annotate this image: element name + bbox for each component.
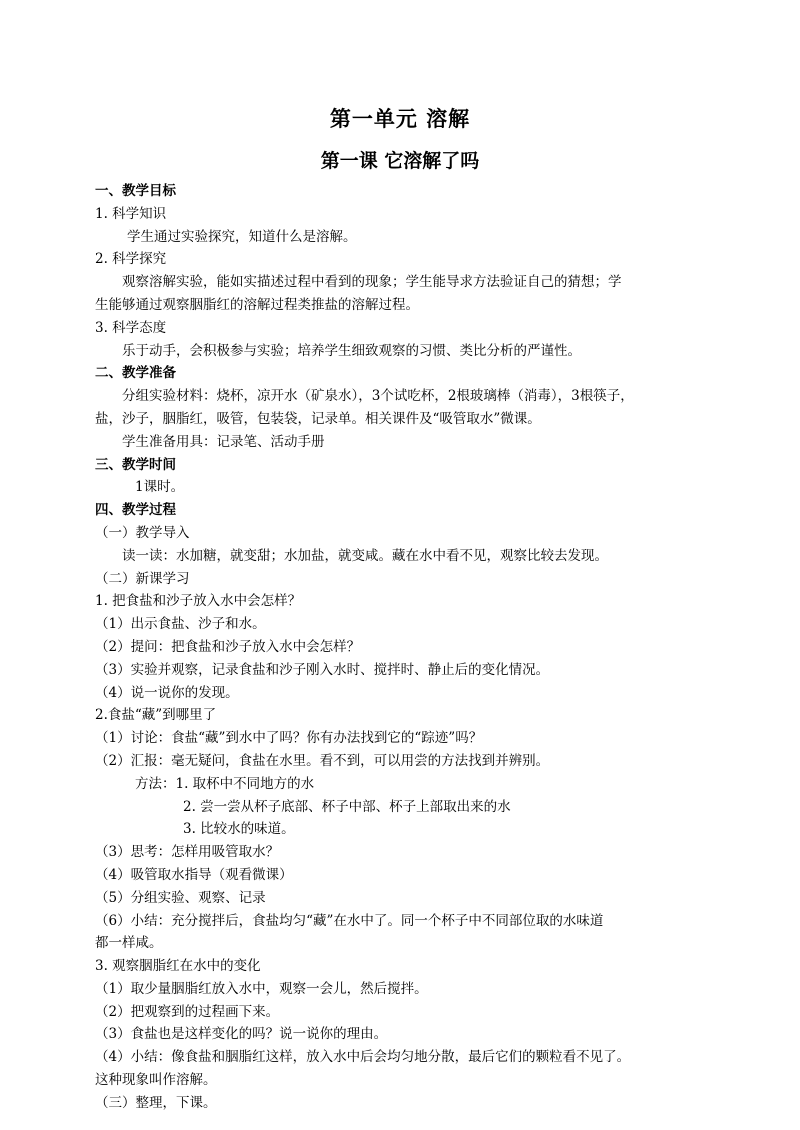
list-item: （6）小结：充分搅拌后，食盐均匀“藏”在水中了。同一个杯子中不同部位取的水味道 [95,912,604,929]
document-body [95,180,755,1115]
list-item: （5）分组实验、观察、记录 [95,889,266,906]
list-item: （1）取少量胭脂红放入水中，观察一会儿，然后搅拌。 [95,980,428,997]
lesson-title: 第一课 它溶解了吗 [320,150,480,172]
paragraph-line: 都一样咸。 [95,935,163,952]
paragraph-line: 乐于动手，会积极参与实验；培养学生细致观察的习惯、类比分析的严谨性。 [122,342,581,359]
list-item: （1）讨论：食盐“藏”到水中了吗？你有办法找到它的“踪迹”吗？ [95,730,483,747]
paragraph-line: 学生通过实验探究，知道什么是溶解。 [127,228,357,245]
list-item: （4）说一说你的发现。 [95,684,239,701]
list-item: （2）提问：把食盐和沙子放入水中会怎样？ [95,638,361,655]
section-heading: 二、教学准备 [95,365,176,382]
list-heading: 2.食盐“藏”到哪里了 [95,707,217,724]
subsection-heading: 1. 科学知识 [95,205,167,222]
paragraph-line: 分组实验材料：烧杯，凉开水（矿泉水），3个试吃杯，2根玻璃棒（消毒），3根筷子， [122,388,634,405]
list-item: （4）吸管取水指导（观看微课） [95,866,293,883]
subsection-heading: （二）新课学习 [95,570,190,587]
list-item: （1）出示食盐、沙子和水。 [95,616,266,633]
subsection-heading: （三）整理，下课。 [95,1094,217,1111]
list-heading: 3. 观察胭脂红在水中的变化 [95,958,261,975]
subsection-heading: 2. 科学探究 [95,251,167,268]
subsection-heading: （一）教学导入 [95,524,190,541]
list-item: （2）把观察到的过程画下来。 [95,1003,280,1020]
paragraph-line: 1课时。 [135,479,185,496]
list-item: （2）汇报：毫无疑问，食盐在水里。看不到，可以用尝的方法找到并辨别。 [95,752,550,769]
unit-title: 第一单元 溶解 [329,106,471,131]
section-heading: 四、教学过程 [95,502,176,519]
paragraph-line: 生能够通过观察胭脂红的溶解过程类推盐的溶解过程。 [95,296,419,313]
section-heading: 一、教学目标 [95,183,176,199]
paragraph-line: 盐，沙子，胭脂红，吸管，包装袋，记录单。相关课件及“吸管取水”微课。 [95,410,541,427]
paragraph-line: 观察溶解实验，能如实描述过程中看到的现象；学生能导求方法验证自己的猜想；学 [122,274,622,291]
list-item: （4）小结：像食盐和胭脂红这样，放入水中后会均匀地分散，最后它们的颗粒看不见了。 [95,1049,631,1066]
method-line: 方法：1. 取杯中不同地方的水 [135,775,315,792]
paragraph-line: 这种现象叫作溶解。 [95,1072,217,1089]
method-line: 3. 比较水的味道。 [183,821,295,838]
list-heading: 1. 把食盐和沙子放入水中会怎样？ [95,593,302,610]
list-item: （3）食盐也是这样变化的吗？说一说你的理由。 [95,1026,388,1043]
section-heading: 三、教学时间 [95,456,176,473]
paragraph-line: 学生准备用具：记录笔、活动手册 [122,433,325,450]
paragraph-line: 读一读：水加糖，就变甜；水加盐，就变咸。藏在水中看不见，观察比较去发现。 [122,547,608,564]
list-item: （3）思考：怎样用吸管取水？ [95,844,280,861]
list-item: （3）实验并观察，记录食盐和沙子刚入水时、搅拌时、静止后的变化情况。 [95,661,550,678]
method-line: 2. 尝一尝从杯子底部、杯子中部、杯子上部取出来的水 [183,798,511,815]
subsection-heading: 3. 科学态度 [95,319,167,336]
